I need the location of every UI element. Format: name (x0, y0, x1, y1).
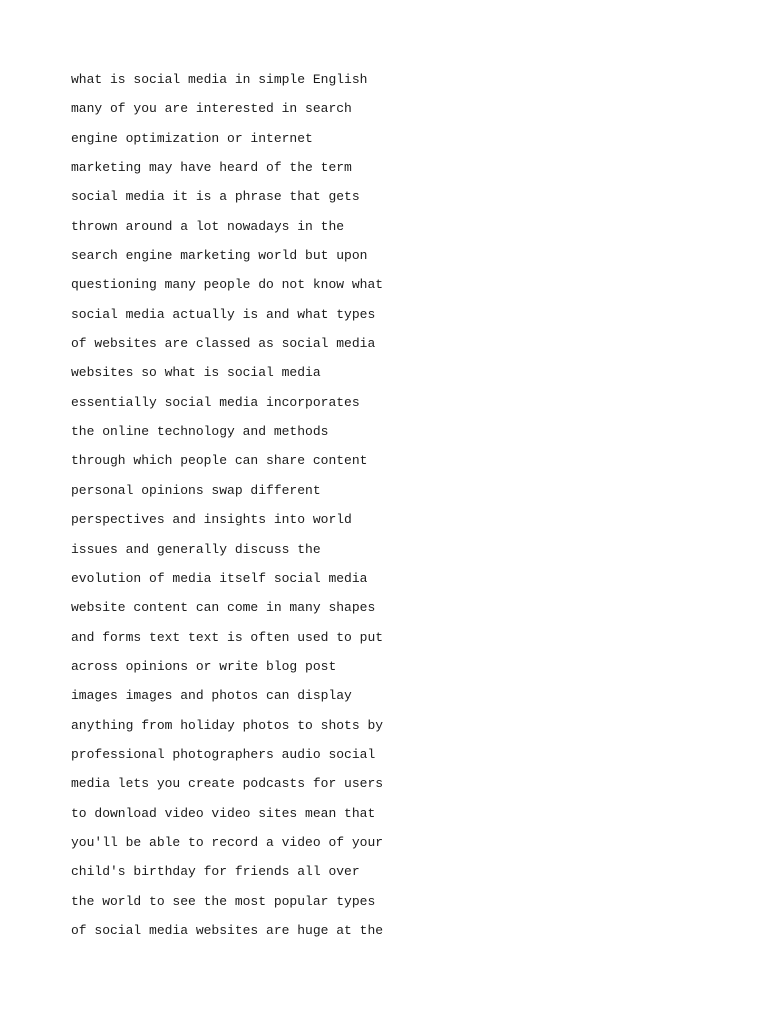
text-line: websites so what is social media (71, 365, 321, 381)
text-line: website content can come in many shapes (71, 600, 376, 616)
text-line: anything from holiday photos to shots by (71, 717, 384, 733)
text-line: across opinions or write blog post (71, 658, 337, 674)
text-line: thrown around a lot nowadays in the (71, 218, 345, 234)
text-line: social media actually is and what types (71, 306, 376, 322)
text-line: through which people can share content (71, 453, 368, 469)
text-line: personal opinions swap different (71, 482, 321, 498)
text-line: you'll be able to record a video of your (71, 834, 384, 850)
transcript-text-block (71, 70, 383, 950)
text-line: and forms text text is often used to put (71, 629, 384, 645)
text-line: evolution of media itself social media (71, 570, 368, 586)
text-line: child's birthday for friends all over (71, 864, 360, 880)
text-line: of websites are classed as social media (71, 336, 376, 352)
text-line: marketing may have heard of the term (71, 160, 352, 176)
text-line: images images and photos can display (71, 688, 352, 704)
text-line: media lets you create podcasts for users (71, 776, 384, 792)
text-line: perspectives and insights into world (71, 512, 352, 528)
text-line: of social media websites are huge at the (71, 922, 384, 938)
text-line: the world to see the most popular types (71, 893, 376, 909)
text-line: questioning many people do not know what (71, 277, 384, 293)
text-line: issues and generally discuss the (71, 541, 321, 557)
text-line: social media it is a phrase that gets (71, 189, 360, 205)
text-line: what is social media in simple English (71, 72, 368, 87)
text-line: essentially social media incorporates (71, 394, 360, 410)
text-line: engine optimization or internet (71, 130, 313, 146)
text-line: search engine marketing world but upon (71, 248, 368, 264)
text-line: the online technology and methods (71, 424, 329, 440)
text-line: professional photographers audio social (71, 746, 376, 762)
text-line: many of you are interested in search (71, 101, 352, 117)
text-line: to download video video sites mean that (71, 805, 376, 821)
